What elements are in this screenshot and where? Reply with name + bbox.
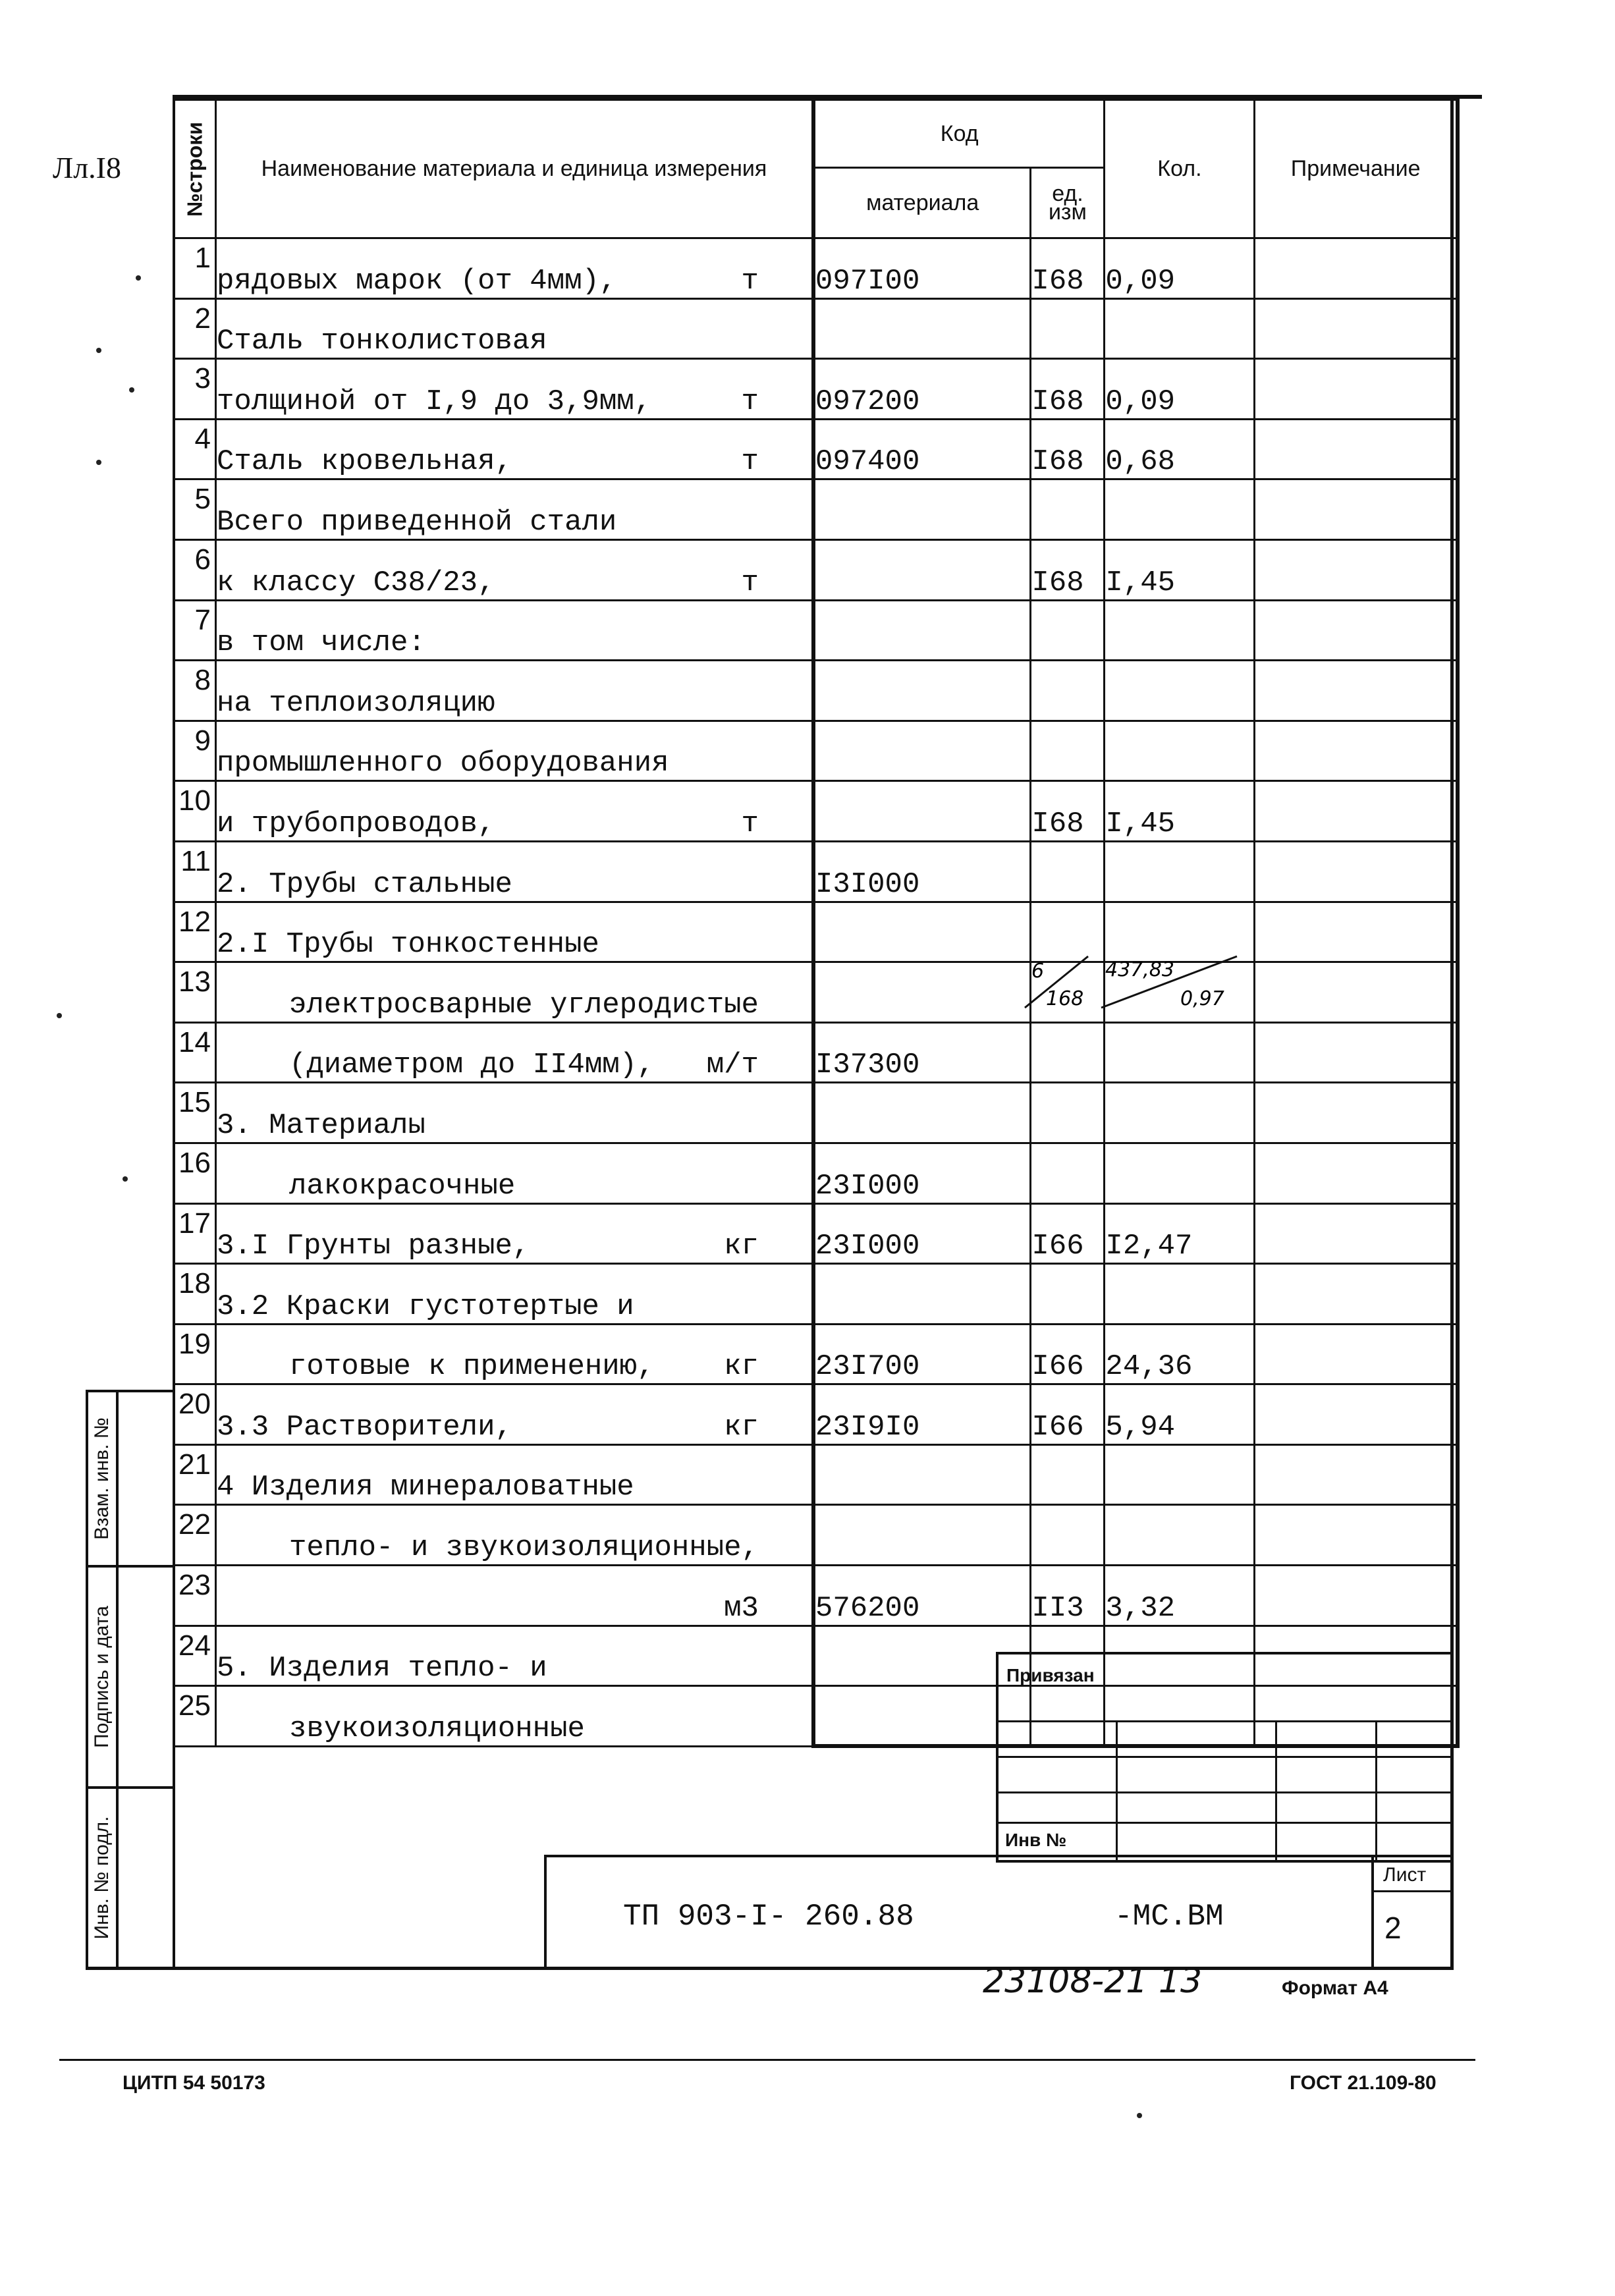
row-name: 3.I Грунты разные, — [217, 1230, 530, 1263]
row-name-cell — [216, 1324, 813, 1384]
row-note — [1255, 781, 1458, 842]
row-unit — [1031, 298, 1105, 359]
privyazan-label: Привязан — [1006, 1665, 1095, 1685]
row-qty — [1105, 721, 1255, 781]
row-qty — [1105, 600, 1255, 661]
row-note — [1255, 1203, 1458, 1264]
row-code — [813, 1264, 1031, 1325]
row-note — [1255, 721, 1458, 781]
tb-vline — [1116, 1720, 1118, 1863]
row-note — [1255, 841, 1458, 902]
row-code: 576200 — [813, 1566, 1031, 1626]
list-divider — [1371, 1857, 1374, 1969]
scan-dot — [1137, 2113, 1142, 2118]
row-number: 13 — [174, 962, 216, 1023]
row-unit — [1031, 1505, 1105, 1566]
row-name: 3.2 Краски густотертые и — [217, 1290, 634, 1323]
row-code: 097I00 — [813, 238, 1031, 299]
footer-right: ГОСТ 21.109-80 — [1290, 2072, 1437, 2094]
row-code — [813, 962, 1031, 1023]
row-unit: I66 — [1031, 1203, 1105, 1264]
row-qty: 0,09 — [1105, 359, 1255, 420]
row-name-cell — [216, 1264, 813, 1325]
stamp-top-line — [116, 1390, 175, 1392]
row-name: и трубопроводов, — [217, 807, 495, 840]
row-number: 19 — [174, 1324, 216, 1384]
row-number: 3 — [174, 359, 216, 420]
row-unit — [1031, 1143, 1105, 1203]
row-code — [813, 600, 1031, 661]
row-unit-word: т — [741, 264, 759, 298]
table-row — [174, 419, 1458, 479]
row-name: (диаметром до II4мм), — [289, 1049, 655, 1082]
row-qty: I,45 — [1105, 781, 1255, 842]
row-number: 10 — [174, 781, 216, 842]
row-number: 14 — [174, 1022, 216, 1083]
row-note — [1255, 298, 1458, 359]
header-note: Примечание — [1255, 100, 1458, 238]
row-name-cell — [216, 781, 813, 842]
table-row — [174, 1566, 1458, 1626]
row-name-cell — [216, 298, 813, 359]
row-name-cell — [216, 359, 813, 420]
row-number: 18 — [174, 1264, 216, 1325]
row-unit-word: т — [741, 445, 759, 479]
row-number: 12 — [174, 902, 216, 962]
title-block-doc — [544, 1855, 1453, 1969]
row-name: промышленного оборудования — [217, 747, 669, 780]
row-name-cell — [216, 962, 813, 1023]
stamp-vzam-inv: Взам. инв. № — [86, 1390, 119, 1568]
row-note — [1255, 1566, 1458, 1626]
row-note — [1255, 539, 1458, 600]
row-name-cell — [216, 841, 813, 902]
table-row — [174, 841, 1458, 902]
row-name-cell — [216, 539, 813, 600]
table-row — [174, 721, 1458, 781]
row-number: 17 — [174, 1203, 216, 1264]
row-qty — [1105, 298, 1255, 359]
row-note — [1255, 1022, 1458, 1083]
row-code: 23I700 — [813, 1324, 1031, 1384]
row-code — [813, 298, 1031, 359]
table-row — [174, 962, 1458, 1023]
row-note — [1255, 1444, 1458, 1505]
row-qty: 24,36 — [1105, 1324, 1255, 1384]
tb-line — [999, 1822, 1453, 1824]
row-unit-word: кг — [724, 1350, 759, 1384]
row-name: в том числе: — [217, 626, 425, 660]
row-qty — [1105, 479, 1255, 540]
row-code — [813, 479, 1031, 540]
row-unit: II3 — [1031, 1566, 1105, 1626]
row-note — [1255, 1143, 1458, 1203]
row-number: 4 — [174, 419, 216, 479]
table-row — [174, 479, 1458, 540]
row-number: 24 — [174, 1626, 216, 1686]
row-name-cell — [216, 1686, 813, 1747]
table-row — [174, 1203, 1458, 1264]
row-name: 5. Изделия тепло- и — [217, 1652, 547, 1685]
tb-vline — [1375, 1720, 1377, 1863]
table-row — [174, 1143, 1458, 1203]
qty-fraction-bottom: 0,97 — [1180, 987, 1224, 1010]
header-name: Наименование материала и единица измерения — [216, 100, 813, 238]
row-note — [1255, 1505, 1458, 1566]
row-code: 097200 — [813, 359, 1031, 420]
row-name: к классу С38/23, — [217, 566, 495, 599]
row-code: I3I000 — [813, 841, 1031, 902]
row-qty: 5,94 — [1105, 1384, 1255, 1445]
row-qty: 3,32 — [1105, 1566, 1255, 1626]
row-name: готовые к применению, — [289, 1350, 655, 1384]
row-name: толщиной от I,9 до 3,9мм, — [217, 385, 652, 418]
row-code — [813, 902, 1031, 962]
row-unit: I68 — [1031, 359, 1105, 420]
row-qty — [1105, 1505, 1255, 1566]
row-unit — [1031, 1264, 1105, 1325]
row-number: 9 — [174, 721, 216, 781]
row-name: звукоизоляционные — [289, 1712, 585, 1745]
row-unit — [1031, 721, 1105, 781]
row-name-cell — [216, 479, 813, 540]
list-value: 2 — [1384, 1911, 1402, 1945]
table-row — [174, 1022, 1458, 1083]
unit-fraction-top: 6 — [1031, 960, 1045, 983]
scan-dot — [123, 1176, 128, 1182]
row-note — [1255, 962, 1458, 1023]
row-name: лакокрасочные — [289, 1169, 516, 1203]
row-code — [813, 1083, 1031, 1143]
footer-rule — [59, 2059, 1475, 2061]
row-name: Сталь кровельная, — [217, 445, 512, 479]
row-number: 2 — [174, 298, 216, 359]
stamp-inv-podl: Инв. № подл. — [86, 1786, 119, 1969]
row-note — [1255, 479, 1458, 540]
row-number: 6 — [174, 539, 216, 600]
row-name-cell — [216, 1203, 813, 1264]
scan-dot — [129, 387, 134, 393]
row-unit — [1031, 661, 1105, 721]
table-row — [174, 298, 1458, 359]
row-note — [1255, 600, 1458, 661]
row-unit-word: кг — [724, 1410, 759, 1444]
row-code: 23I000 — [813, 1203, 1031, 1264]
row-number: 5 — [174, 479, 216, 540]
doc-suffix: -МС.ВМ — [1114, 1900, 1224, 1934]
row-unit: I68 — [1031, 238, 1105, 299]
scan-dot — [96, 460, 101, 465]
row-code: I37300 — [813, 1022, 1031, 1083]
row-code — [813, 539, 1031, 600]
row-name: 2.I Трубы тонкостенные — [217, 928, 599, 962]
row-qty: 0,09 — [1105, 238, 1255, 299]
row-unit — [1031, 479, 1105, 540]
list-label: Лист — [1383, 1864, 1427, 1886]
row-unit-word: м3 — [724, 1591, 759, 1625]
row-qty: I,45 — [1105, 539, 1255, 600]
row-number: 8 — [174, 661, 216, 721]
row-qty — [1105, 1022, 1255, 1083]
list-hline — [1371, 1890, 1453, 1892]
row-unit: I66 — [1031, 1324, 1105, 1384]
row-unit — [1031, 902, 1105, 962]
row-name-cell — [216, 1566, 813, 1626]
row-qty — [1105, 1083, 1255, 1143]
inv-no-label: Инв № — [1005, 1830, 1067, 1850]
row-name-cell — [216, 661, 813, 721]
row-unit-word: м/т — [706, 1049, 759, 1082]
row-code: 23I000 — [813, 1143, 1031, 1203]
header-row-number: №строки — [174, 100, 216, 238]
row-name-cell — [216, 600, 813, 661]
row-code — [813, 721, 1031, 781]
qty-fraction-top: 437,83 — [1105, 958, 1174, 981]
table-row — [174, 600, 1458, 661]
row-note — [1255, 419, 1458, 479]
row-code — [813, 781, 1031, 842]
table-row — [174, 1324, 1458, 1384]
row-name-cell — [216, 419, 813, 479]
row-unit: I68 — [1031, 539, 1105, 600]
row-qty — [1105, 1444, 1255, 1505]
row-qty: I2,47 — [1105, 1203, 1255, 1264]
header-code-material: материала — [813, 168, 1031, 238]
row-name: Сталь тонколистовая — [217, 325, 547, 358]
row-code — [813, 661, 1031, 721]
scan-dot — [136, 275, 141, 281]
table-row — [174, 781, 1458, 842]
stamp-mid-line — [116, 1565, 175, 1568]
tb-vline — [1275, 1720, 1277, 1863]
row-qty: 0,68 — [1105, 419, 1255, 479]
row-code: 097400 — [813, 419, 1031, 479]
row-note — [1255, 1384, 1458, 1445]
row-name: 3.3 Растворители, — [217, 1410, 512, 1444]
row-unit-word: т — [741, 385, 759, 418]
row-number: 15 — [174, 1083, 216, 1143]
row-name: Всего приведенной стали — [217, 505, 617, 539]
table-row — [174, 1264, 1458, 1325]
stamp-podpis-data: Подпись и дата — [86, 1565, 119, 1789]
row-name: 4 Изделия минераловатные — [217, 1471, 634, 1504]
format-label: Формат А4 — [1282, 1977, 1388, 1999]
row-number: 25 — [174, 1686, 216, 1747]
row-name-cell — [216, 1083, 813, 1143]
row-unit: I68 — [1031, 781, 1105, 842]
row-qty — [1105, 1143, 1255, 1203]
row-unit — [1031, 841, 1105, 902]
row-name: на теплоизоляцию — [217, 686, 495, 720]
row-name-cell — [216, 1143, 813, 1203]
row-name-cell — [216, 1505, 813, 1566]
row-number: 23 — [174, 1566, 216, 1626]
table-row — [174, 359, 1458, 420]
row-note — [1255, 238, 1458, 299]
materials-table — [173, 99, 1460, 1748]
sheet-label: Лл.I8 — [53, 151, 121, 184]
row-unit-word: т — [741, 807, 759, 840]
row-unit: I68 — [1031, 419, 1105, 479]
row-qty — [1105, 841, 1255, 902]
table-row — [174, 1083, 1458, 1143]
row-note — [1255, 661, 1458, 721]
row-name-cell — [216, 1626, 813, 1686]
row-unit-word: кг — [724, 1230, 759, 1263]
row-number: 1 — [174, 238, 216, 299]
handwritten-number: 23108-21 13 — [983, 1961, 1203, 2001]
row-name-cell — [216, 238, 813, 299]
row-name-cell — [216, 721, 813, 781]
tb-line — [999, 1756, 1453, 1758]
tb-line — [999, 1720, 1453, 1722]
table-row — [174, 1505, 1458, 1566]
row-note — [1255, 359, 1458, 420]
scan-dot — [57, 1013, 62, 1018]
row-name: рядовых марок (от 4мм), — [217, 264, 617, 298]
row-qty — [1105, 1264, 1255, 1325]
row-name: тепло- и звукоизоляционные, — [289, 1531, 759, 1565]
row-number: 16 — [174, 1143, 216, 1203]
unit-fraction-bottom: 168 — [1046, 987, 1084, 1010]
row-name: 2. Трубы стальные — [217, 867, 512, 901]
row-unit: I66 — [1031, 1384, 1105, 1445]
row-unit — [1031, 1022, 1105, 1083]
scan-dot — [96, 348, 101, 353]
row-name-cell — [216, 902, 813, 962]
row-name-cell — [216, 1022, 813, 1083]
row-unit — [1031, 1444, 1105, 1505]
table-row — [174, 539, 1458, 600]
row-name-cell — [216, 1384, 813, 1445]
doc-number: ТП 903-I- 260.88 — [623, 1900, 914, 1934]
row-number: 11 — [174, 841, 216, 902]
table-row — [174, 238, 1458, 299]
row14-fraction-overlay — [1020, 954, 1244, 1010]
row-name: 3. Материалы — [217, 1108, 425, 1142]
footer-left: ЦИТП 54 50173 — [123, 2072, 265, 2094]
row-note — [1255, 1083, 1458, 1143]
row-number: 20 — [174, 1384, 216, 1445]
row-code — [813, 1444, 1031, 1505]
row-unit — [1031, 1083, 1105, 1143]
table-row — [174, 1384, 1458, 1445]
table-row — [174, 661, 1458, 721]
header-code-unit: ед. изм — [1031, 168, 1105, 238]
row-name-cell — [216, 1444, 813, 1505]
row-number: 21 — [174, 1444, 216, 1505]
row-code — [813, 1505, 1031, 1566]
row-number: 7 — [174, 600, 216, 661]
row-qty — [1105, 902, 1255, 962]
row-number: 22 — [174, 1505, 216, 1566]
tb-line — [999, 1791, 1453, 1793]
row-note — [1255, 902, 1458, 962]
row-unit-word: т — [741, 566, 759, 599]
row-unit — [1031, 600, 1105, 661]
row-note — [1255, 1264, 1458, 1325]
row-name: электросварные углеродистые — [289, 988, 759, 1022]
header-qty: Кол. — [1105, 100, 1255, 238]
row-code: 23I9I0 — [813, 1384, 1031, 1445]
row-qty — [1105, 661, 1255, 721]
row-note — [1255, 1324, 1458, 1384]
table-row — [174, 902, 1458, 962]
stamp-mid-line-2 — [116, 1786, 175, 1789]
header-code-group: Код — [813, 100, 1105, 168]
title-block-privyazan — [996, 1652, 1453, 1863]
table-row — [174, 1444, 1458, 1505]
